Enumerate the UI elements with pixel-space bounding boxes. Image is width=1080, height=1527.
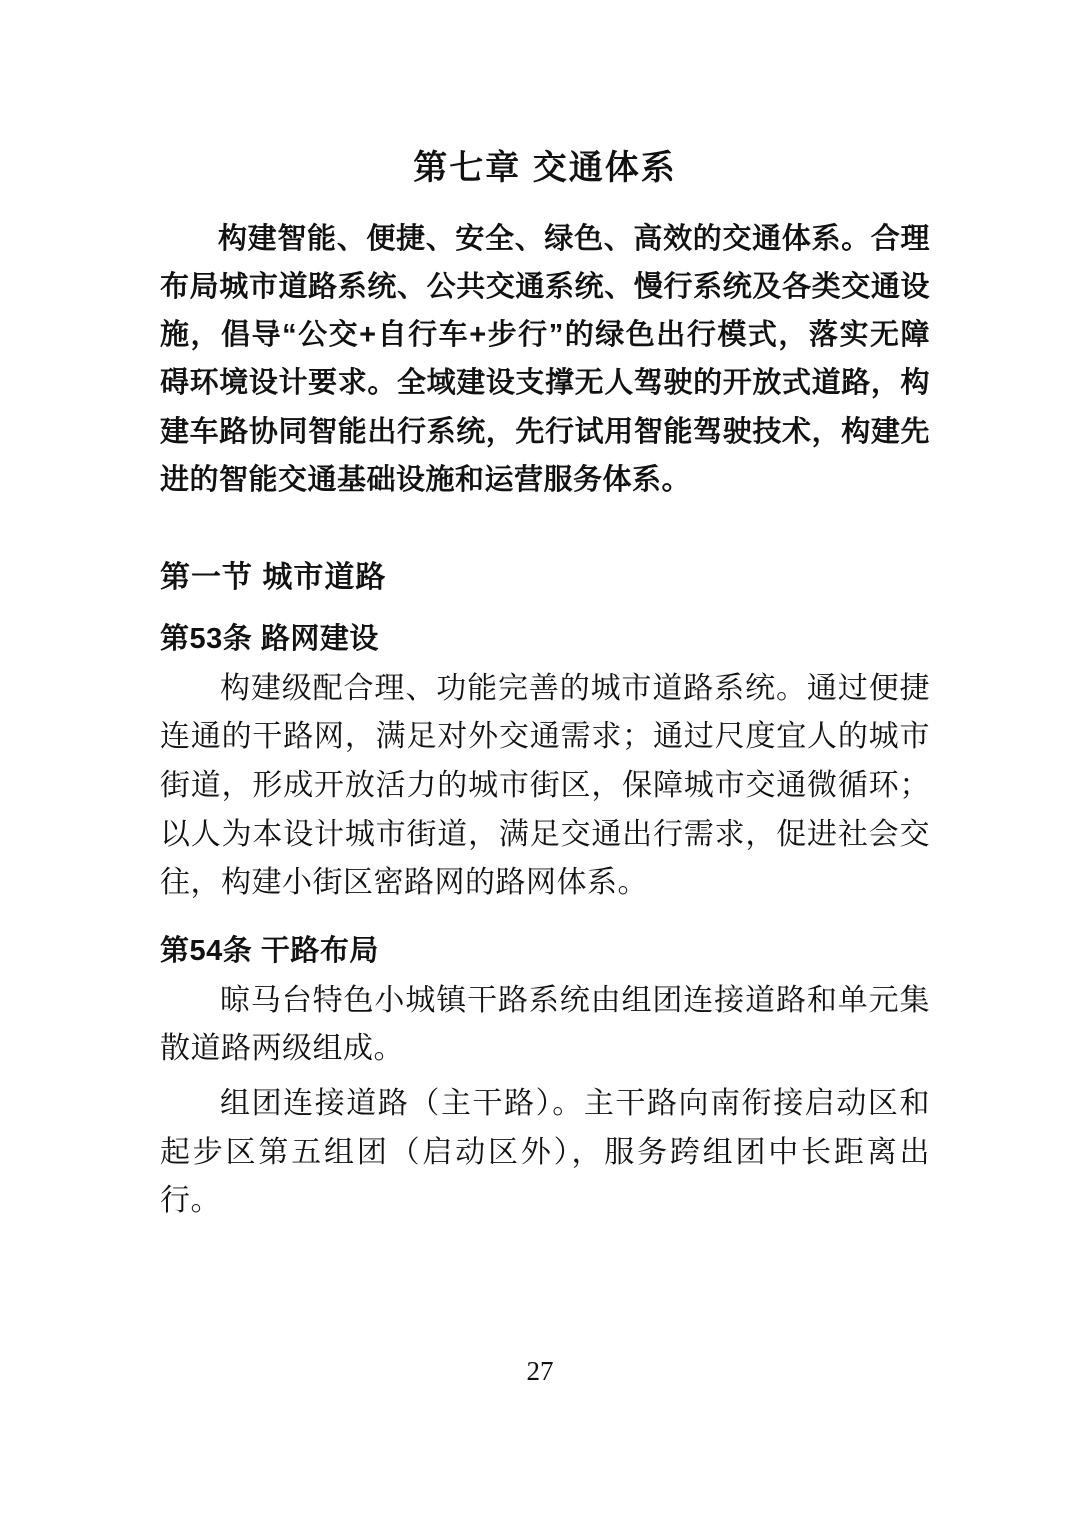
article-53 <box>160 616 930 908</box>
article-53-heading: 第53条 路网建设 <box>160 622 379 655</box>
section-heading: 第一节 城市道路 <box>160 560 387 594</box>
article-54-heading: 第54条 干路布局 <box>160 934 379 967</box>
article-54 <box>160 928 930 1226</box>
page-number: 27 <box>526 1356 554 1386</box>
chapter-title: 第七章 交通体系 <box>413 149 677 187</box>
article-54-paragraph-1: 晾马台特色小城镇干路系统由组团连接道路和单元集散道路两级组成。 <box>160 983 930 1066</box>
intro-paragraph: 构建智能、便捷、安全、绿色、高效的交通体系。合理布局城市道路系统、公共交通系统、慢行系统及各类交通设施，倡导“公交+自行车+步行”的绿色出行模式，落实无障碍环境设计要求。全域建设支撑无人驾驶的开放式道路，构建车路协同智能出行系统，先行试用智能驾驶技术，构建先进的智能交通基础设施和运营服务体系。 <box>160 223 930 496</box>
article-53-paragraph-1: 构建级配合理、功能完善的城市道路系统。通过便捷连通的干路网，满足对外交通需求；通过尺度宜人的城市街道，形成开放活力的城市街区，保障城市交通微循环；以人为本设计城市街道，满足交通出行需求，促进社会交往，构建小街区密路网的路网体系。 <box>160 671 930 900</box>
article-54-paragraph-2: 组团连接道路（主干路）。主干路向南衔接启动区和起步区第五组团（启动区外），服务跨组团中长距离出行。 <box>160 1086 930 1218</box>
